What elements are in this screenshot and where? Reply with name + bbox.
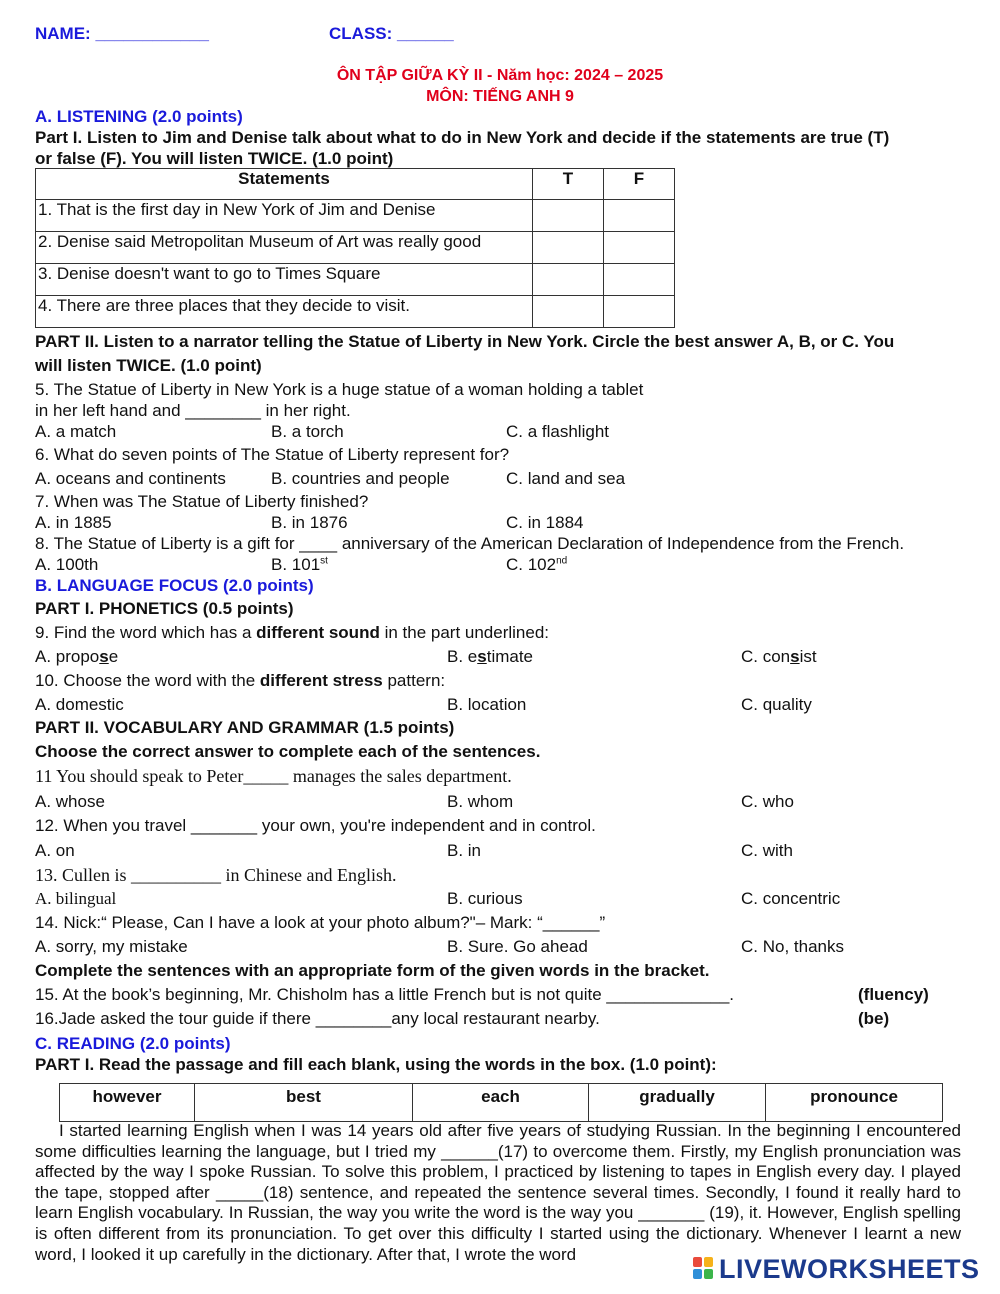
word-box-item: however (60, 1084, 195, 1122)
q16-given-word: (be) (858, 1009, 890, 1028)
word-box-item: best (195, 1084, 413, 1122)
q10-text-start: 10. Choose the word with the (35, 671, 260, 690)
liveworksheets-logo (693, 1254, 980, 1284)
q8-option-c[interactable] (506, 555, 567, 575)
q6-option-a[interactable]: A. oceans and continents (35, 469, 226, 488)
q9-c-start: C. con (741, 647, 791, 666)
q7-option-c[interactable]: C. in 1884 (506, 513, 584, 532)
question-8: 8. The Statue of Liberty is a gift for ____ anniversary of the American Declaration of Independence from the French. (35, 534, 905, 553)
false-answer-cell[interactable] (604, 296, 675, 328)
question-11: 11 You should speak to Peter_____ manages the sales department. (35, 766, 512, 786)
question-5-line2: in her left hand and ________ in her right. (35, 401, 351, 420)
table-row (36, 264, 675, 296)
language-focus-heading: B. LANGUAGE FOCUS (2.0 points) (35, 576, 314, 595)
name-field-label: NAME: ____________ (35, 24, 209, 43)
q9-a-start: A. propo (35, 647, 100, 666)
q7-option-b[interactable]: B. in 1876 (271, 513, 348, 532)
q14-option-b[interactable]: B. Sure. Go ahead (447, 937, 588, 956)
q8-option-b-suffix: st (320, 555, 328, 567)
q9-emphasis: different sound (256, 623, 380, 642)
true-answer-cell[interactable] (533, 200, 604, 232)
statement-cell: 2. Denise said Metropolitan Museum of Art was really good (36, 232, 533, 264)
q5-option-a[interactable]: A. a match (35, 422, 117, 441)
false-header: F (604, 169, 675, 200)
q7-option-a[interactable]: A. in 1885 (35, 513, 112, 532)
q11-option-a[interactable]: A. whose (35, 792, 105, 811)
q9-option-c[interactable] (741, 647, 817, 667)
false-answer-cell[interactable] (604, 232, 675, 264)
q13-option-c[interactable]: C. concentric (741, 889, 841, 908)
q12-option-a[interactable]: A. on (35, 841, 75, 860)
true-answer-cell[interactable] (533, 296, 604, 328)
q13-option-b[interactable]: B. curious (447, 889, 523, 908)
liveworksheets-logo-icon (693, 1257, 715, 1281)
q15-given-word: (fluency) (858, 985, 929, 1004)
false-answer-cell[interactable] (604, 264, 675, 296)
question-10 (35, 671, 445, 691)
word-box-item: gradually (589, 1084, 766, 1122)
reading-passage (35, 1121, 961, 1265)
part2-instruction-line1: PART II. Listen to a narrator telling the Statue of Liberty in New York. Circle the best answer A, B, or C. You (35, 332, 895, 351)
title-line-2: MÔN: TIẾNG ANH 9 (426, 88, 574, 105)
q9-b-end: timate (486, 647, 534, 666)
q13-option-a[interactable]: A. bilingual (35, 889, 117, 908)
q9-c-underlined: s (790, 647, 800, 666)
q8-option-b[interactable] (271, 555, 328, 575)
q9-option-a[interactable] (35, 647, 118, 667)
question-9 (35, 623, 549, 643)
statements-header: Statements (36, 169, 533, 200)
table-row (36, 296, 675, 328)
q10-option-a[interactable]: A. domestic (35, 695, 124, 714)
statement-cell: 1. That is the first day in New York of Jim and Denise (36, 200, 533, 232)
question-6: 6. What do seven points of The Statue of Liberty represent for? (35, 445, 510, 464)
word-box-item: each (413, 1084, 589, 1122)
q10-emphasis: different stress (259, 671, 383, 690)
q5-option-b[interactable]: B. a torch (271, 422, 344, 441)
q9-a-end: e (108, 647, 119, 666)
statement-cell: 3. Denise doesn't want to go to Times Square (36, 264, 533, 296)
statement-cell: 4. There are three places that they decide to visit. (36, 296, 533, 328)
question-14: 14. Nick:“ Please, Can I have a look at your photo album?"– Mark: “______” (35, 913, 606, 932)
q14-option-c[interactable]: C. No, thanks (741, 937, 844, 956)
q6-option-c[interactable]: C. land and sea (506, 469, 626, 488)
true-header: T (533, 169, 604, 200)
q12-option-b[interactable]: B. in (447, 841, 482, 860)
table-row (36, 200, 675, 232)
question-13: 13. Cullen is __________ in Chinese and English. (35, 865, 397, 885)
question-7: 7. When was The Statue of Liberty finished? (35, 492, 369, 511)
q8-option-a[interactable]: A. 100th (35, 555, 99, 574)
word-form-instruction: Complete the sentences with an appropriate form of the given words in the bracket. (35, 961, 710, 980)
q6-option-b[interactable]: B. countries and people (271, 469, 450, 488)
q8-option-b-text: B. 101 (271, 555, 321, 574)
q9-text-start: 9. Find the word which has a (35, 623, 257, 642)
table-row (36, 232, 675, 264)
part1-instruction-line1: Part I. Listen to Jim and Denise talk about what to do in New York and decide if the statements are true (T) (35, 128, 890, 147)
false-answer-cell[interactable] (604, 200, 675, 232)
q9-option-b[interactable] (447, 647, 533, 667)
q8-option-c-suffix: nd (556, 555, 568, 567)
question-15: 15. At the book’s beginning, Mr. Chisholm has a little French but is not quite _____________. (35, 985, 735, 1004)
vocabulary-heading: PART II. VOCABULARY AND GRAMMAR (1.5 points) (35, 718, 455, 737)
true-answer-cell[interactable] (533, 232, 604, 264)
q11-option-b[interactable]: B. whom (447, 792, 514, 811)
title-line-1: ÔN TẬP GIỮA KỲ II - Năm học: 2024 – 2025 (336, 67, 664, 84)
vocabulary-instruction: Choose the correct answer to complete each of the sentences. (35, 742, 541, 761)
q12-option-c[interactable]: C. with (741, 841, 793, 860)
word-box-item: pronounce (766, 1084, 943, 1122)
q11-option-c[interactable]: C. who (741, 792, 794, 811)
q10-option-b[interactable]: B. location (447, 695, 527, 714)
q5-option-c[interactable]: C. a flashlight (506, 422, 609, 441)
true-false-table (35, 168, 675, 328)
q9-c-end: ist (799, 647, 817, 666)
question-16: 16.Jade asked the tour guide if there ________any local restaurant nearby. (35, 1009, 600, 1028)
question-12: 12. When you travel _______ your own, you're independent and in control. (35, 816, 596, 835)
true-answer-cell[interactable] (533, 264, 604, 296)
reading-passage-text: I started learning English when I was 14 years old after five years of studying Russian. In the beginning I encountered some difficulties learning the language, but I tried my ______(17) to overcome them. Firstly, my English pronunciation was affected by the way I spoke Russian. To solve this problem, I practiced by listening to tapes in English every day. I played the tape, stopped after _____(18) sentence, and repeated the sentence several times. Secondly, I found it really hard to learn English vocabulary. In Russian, the way you write the word is the way you _______ (19), it. However, English spelling is often different from its pronunciation. To get over this difficulty I started using the dictionary. Whenever I learnt a new word, I looked it up carefully in the dictionary. After that, I wrote the word (35, 1121, 961, 1264)
part2-instruction-line2: will listen TWICE. (1.0 point) (35, 356, 262, 375)
class-field-label: CLASS: ______ (329, 24, 454, 43)
part1-instruction-line2: or false (F). You will listen TWICE. (1.0 point) (35, 149, 394, 168)
reading-part1-instruction: PART I. Read the passage and fill each blank, using the words in the box. (1.0 point): (35, 1055, 717, 1074)
phonetics-heading: PART I. PHONETICS (0.5 points) (35, 599, 294, 618)
q10-text-end: pattern: (382, 671, 446, 690)
q9-text-end: in the part underlined: (379, 623, 550, 642)
q9-a-underlined: s (99, 647, 109, 666)
word-box (59, 1083, 943, 1122)
q14-option-a[interactable]: A. sorry, my mistake (35, 937, 188, 956)
q9-b-start: B. e (447, 647, 478, 666)
q10-option-c[interactable]: C. quality (741, 695, 812, 714)
q9-b-underlined: s (477, 647, 487, 666)
liveworksheets-logo-text: LIVEWORKSHEETS (719, 1253, 980, 1284)
q8-option-c-text: C. 102 (506, 555, 557, 574)
listening-heading: A. LISTENING (2.0 points) (35, 107, 243, 126)
question-5-line1: 5. The Statue of Liberty in New York is a huge statue of a woman holding a tablet (35, 380, 644, 399)
reading-heading: C. READING (2.0 points) (35, 1034, 231, 1053)
